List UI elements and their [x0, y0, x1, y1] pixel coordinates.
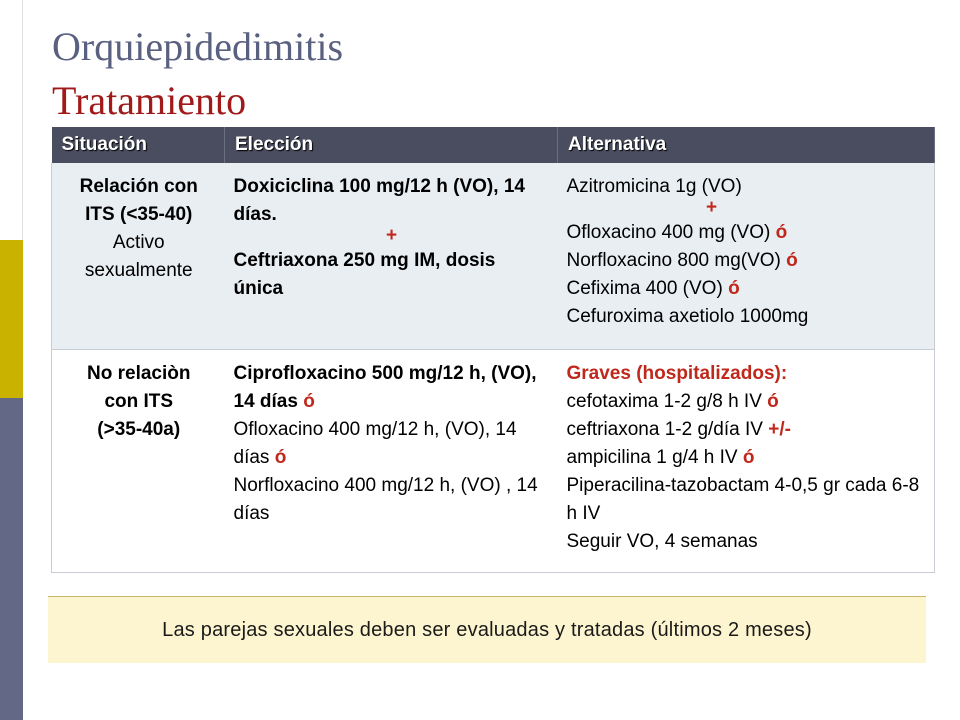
alternativa-line: cefotaxima 1-2 g/8 h IV ó	[566, 391, 779, 412]
or-marker: ó	[303, 391, 315, 412]
situacion-line: ITS (<35-40)	[85, 204, 193, 225]
alternativa-line: ampicilina 1 g/4 h IV ó	[566, 447, 755, 468]
situacion-line: (>35-40a)	[97, 419, 181, 440]
alternativa-line: Seguir VO, 4 semanas	[566, 531, 758, 552]
alternativa-line: Norfloxacino 800 mg(VO) ó	[566, 250, 798, 271]
alternativa-line: Piperacilina-tazobactam 4-0,5 gr cada 6-8 h IV	[566, 475, 920, 524]
situacion-line: No relaciòn	[87, 363, 191, 384]
situacion-line: Relación con	[79, 176, 198, 197]
cell-eleccion	[225, 350, 558, 573]
alternativa-line: Azitromicina 1g (VO)	[566, 176, 742, 197]
header-alternativa: Alternativa	[558, 127, 935, 163]
plus-minus-marker: +/-	[768, 419, 791, 440]
alternativa-line: ceftriaxona 1-2 g/día IV +/-	[566, 419, 791, 440]
or-marker: ó	[767, 391, 779, 412]
slide-subtitle: Tratamiento	[52, 78, 247, 123]
plus-sign: +	[385, 225, 398, 246]
table-row	[52, 350, 935, 573]
table-header-row	[52, 127, 935, 163]
situacion-line: sexualmente	[84, 260, 193, 281]
or-marker: ó	[274, 447, 287, 468]
header-situacion: Situación	[52, 127, 225, 163]
slide-title: Orquiepidedimitis	[52, 24, 344, 69]
cell-eleccion	[225, 163, 558, 350]
alternativa-line: Ofloxacino 400 mg (VO) ó	[566, 222, 788, 243]
treatment-table	[51, 127, 935, 573]
cell-situacion	[52, 350, 225, 573]
eleccion-text: Doxiciclina 100 mg/12 h (VO), 14 días.	[233, 176, 525, 225]
sidebar-gold-strip	[0, 240, 23, 398]
eleccion-text: Ciprofloxacino 500 mg/12 h, (VO), 14 días ó	[233, 363, 537, 412]
header-eleccion: Elección	[225, 127, 558, 163]
eleccion-text: Norfloxacino 400 mg/12 h, (VO) , 14 días	[233, 475, 538, 524]
table-row	[52, 163, 935, 350]
sidebar-slate-strip	[0, 398, 23, 720]
or-marker: ó	[728, 278, 740, 299]
situacion-line: con ITS	[104, 391, 174, 412]
alternativa-line: Graves (hospitalizados):	[566, 363, 788, 384]
situacion-line: Activo	[112, 232, 165, 253]
sidebar-top-strip	[0, 0, 23, 240]
cell-alternativa	[558, 163, 935, 350]
or-marker: ó	[775, 222, 788, 243]
partner-note	[48, 596, 926, 663]
plus-sign: +	[705, 197, 718, 218]
eleccion-text: Ofloxacino 400 mg/12 h, (VO), 14 días ó	[233, 419, 517, 468]
alternativa-line: Cefixima 400 (VO) ó	[566, 278, 740, 299]
cell-alternativa	[558, 350, 935, 573]
alternativa-line: Cefuroxima axetiolo 1000mg	[566, 306, 809, 327]
eleccion-text: Ceftriaxona 250 mg IM, dosis única	[233, 250, 496, 299]
or-marker: ó	[742, 447, 755, 468]
note-text: Las parejas sexuales deben ser evaluadas y tratadas (últimos 2 meses)	[162, 618, 812, 641]
cell-situacion	[52, 163, 225, 350]
or-marker: ó	[786, 250, 798, 271]
